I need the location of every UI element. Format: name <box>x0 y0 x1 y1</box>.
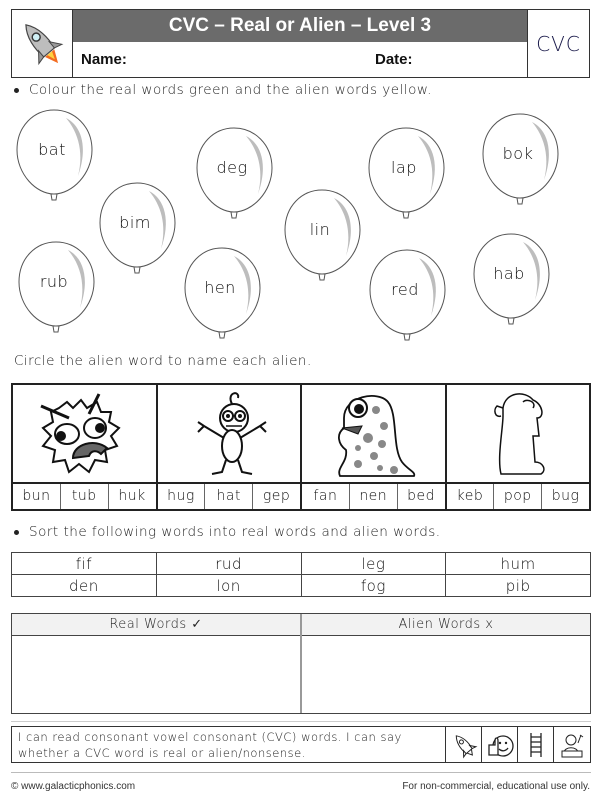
word-option[interactable]: keb <box>447 484 495 509</box>
word-bank-cell: fif <box>12 553 157 575</box>
real-words-column <box>12 614 302 713</box>
footer-license: For non-commercial, educational use only. <box>402 781 590 792</box>
instruction-text: Colour the real words green and the alien words yellow. <box>29 82 432 98</box>
teacher-icon <box>554 727 590 762</box>
balloon[interactable] <box>473 232 553 332</box>
worksheet-title: CVC – Real or Alien – Level 3 <box>73 10 527 42</box>
balloon[interactable] <box>482 112 562 212</box>
balloon-word: lin <box>309 220 331 239</box>
alien-card <box>158 385 303 509</box>
balloon[interactable] <box>284 188 364 288</box>
balloon-word: hab <box>493 264 525 283</box>
balloon-word: deg <box>216 158 248 177</box>
worksheet-header <box>11 9 590 78</box>
instruction-colour <box>14 82 432 98</box>
instruction-circle: Circle the alien word to name each alien. <box>14 353 312 369</box>
alien-card <box>302 385 447 509</box>
balloon[interactable] <box>99 181 179 281</box>
thumbs-up-icon <box>482 727 518 762</box>
footer-copyright: © www.galacticphonics.com <box>11 781 136 792</box>
balloon[interactable] <box>184 246 264 346</box>
real-words-area[interactable] <box>12 636 300 713</box>
skinny-alien-icon <box>158 385 301 484</box>
balloon-word: bok <box>502 144 534 163</box>
bullet-icon <box>14 530 19 535</box>
balloon[interactable] <box>369 248 449 348</box>
word-option[interactable]: gep <box>262 488 291 504</box>
date-label: Date: <box>375 51 413 68</box>
balloon[interactable] <box>196 126 276 226</box>
word-bank-cell: fog <box>301 575 446 597</box>
word-option[interactable]: bun <box>13 484 61 509</box>
balloon-word: bim <box>119 213 151 232</box>
balloon[interactable] <box>16 108 96 208</box>
ghost-alien-icon <box>447 385 590 484</box>
alien-words-header: Alien Words x <box>302 614 590 636</box>
balloon-word: red <box>391 280 419 299</box>
alien-card <box>447 385 590 509</box>
word-bank-cell: den <box>12 575 157 597</box>
rocket-icon <box>12 10 73 77</box>
ladder-icon <box>518 727 554 762</box>
divider <box>11 772 591 773</box>
alien-naming-table <box>11 383 591 511</box>
word-option[interactable]: tub <box>61 484 109 509</box>
real-words-header: Real Words ✓ <box>12 614 300 636</box>
word-bank-cell: pib <box>446 575 591 597</box>
spotted-alien-icon <box>302 385 445 484</box>
word-bank-cell: leg <box>301 553 446 575</box>
word-option[interactable]: pop <box>494 484 542 509</box>
instruction-sort <box>14 524 441 540</box>
word-option[interactable]: bed <box>407 488 436 504</box>
name-label: Name: <box>81 51 127 68</box>
alien-card <box>13 385 158 509</box>
objective-text: I can read consonant vowel consonant (CVC) words. I can say whether a CVC word is real or alien/nonsense. <box>12 727 446 762</box>
instruction-text: Sort the following words into real words and alien words. <box>29 524 441 540</box>
balloon-word: lap <box>391 158 417 177</box>
alien-words-column <box>302 614 590 713</box>
word-option[interactable]: bug <box>551 488 580 504</box>
balloon-word: bat <box>38 140 66 159</box>
alien-words-area[interactable] <box>302 636 590 713</box>
word-bank-cell: rud <box>156 553 301 575</box>
rocket-icon <box>446 727 482 762</box>
balloon-word: rub <box>39 272 69 291</box>
word-option[interactable]: hug <box>158 484 206 509</box>
fuzzy-alien-icon <box>13 385 156 484</box>
word-option[interactable]: nen <box>350 484 398 509</box>
word-bank-cell: hum <box>446 553 591 575</box>
balloon[interactable] <box>18 240 98 340</box>
divider <box>11 721 591 722</box>
word-option[interactable]: hat <box>205 484 253 509</box>
bullet-icon <box>14 88 19 93</box>
sorting-table <box>11 613 591 714</box>
word-option[interactable]: huk <box>118 488 146 504</box>
word-option[interactable]: fan <box>302 484 350 509</box>
learning-objective <box>11 726 591 763</box>
word-bank-cell: lon <box>156 575 301 597</box>
balloon[interactable] <box>368 126 448 226</box>
word-bank-table <box>11 552 591 597</box>
cvc-badge: CVC <box>527 10 589 77</box>
balloon-word: hen <box>204 278 236 297</box>
